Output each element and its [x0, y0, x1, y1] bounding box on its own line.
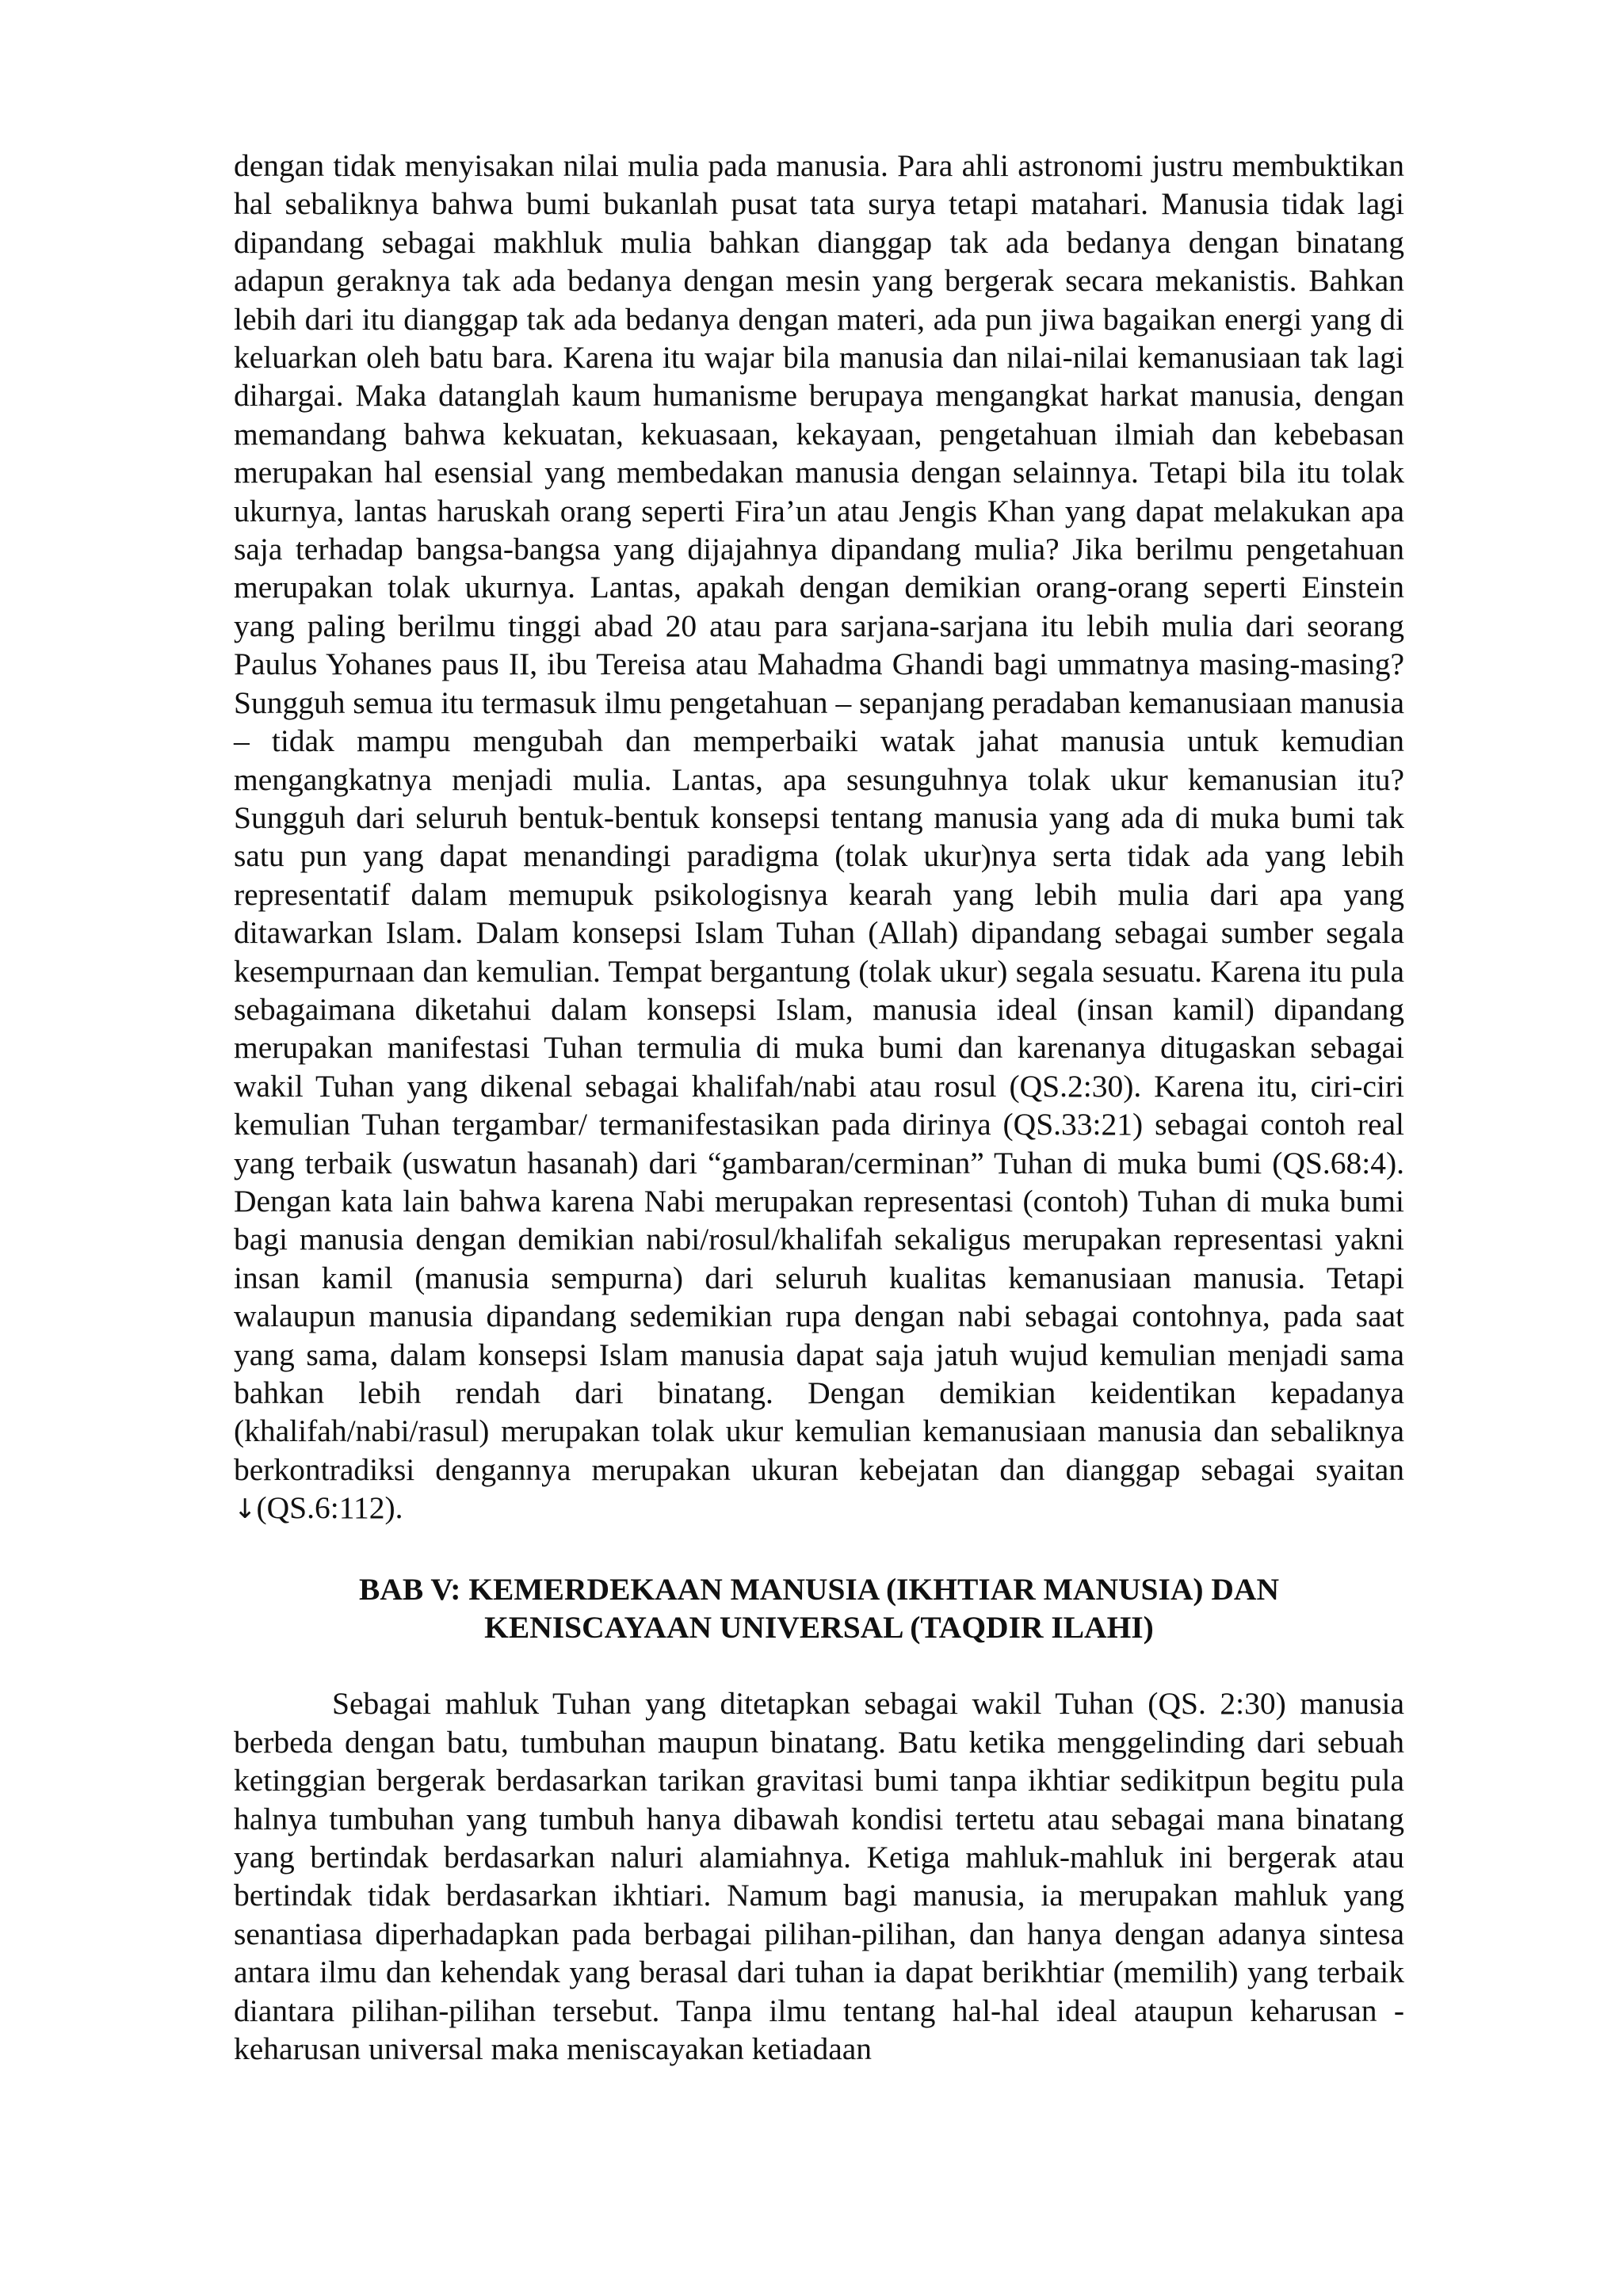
body-paragraph: Sebagai mahluk Tuhan yang ditetapkan sebagai wakil Tuhan (QS. 2:30) manusia berbeda dengan batu, tumbuhan maupun binatang. Batu ketika menggelinding dari sebuah ketinggian bergerak berdasarkan tarikan gravitasi bumi tanpa ikhtiar sedikitpun begitu pula halnya tumbuhan yang tumbuh hanya dibawah kondisi tertetu atau sebagai mana binatang yang bertindak berdasarkan naluri alamiahnya. Ketiga mahluk-mahluk ini bergerak atau bertindak tidak berdasarkan ikhtiari. Namum bagi manusia, ia merupakan mahluk yang senantiasa diperhadapkan pada berbagai pilihan-pilihan, dan hanya dengan adanya sintesa antara ilmu dan kehendak yang berasal dari tuhan ia dapat berikhtiar (memilih) yang terbaik diantara pilihan-pilihan tersebut. Tanpa ilmu tentang hal-hal ideal ataupun keharusan - keharusan universal maka meniscayakan ketiadaan [234, 1686, 1404, 2067]
chapter-heading-line-2: KENISCAYAAN UNIVERSAL (TAQDIR ILAHI) [484, 1610, 1154, 1646]
body-paragraph [234, 147, 1404, 1529]
document-body [234, 147, 1404, 2069]
chapter-heading [234, 1570, 1404, 1647]
paragraph-citation: (QS.6:112). [256, 1490, 403, 1526]
down-arrow-icon: ↓ [234, 1493, 257, 1526]
chapter-heading-line-1: BAB V: KEMERDEKAAN MANUSIA (IKHTIAR MANUSIA) DAN [359, 1571, 1279, 1607]
paragraph-text: dengan tidak menyisakan nilai mulia pada manusia. Para ahli astronomi justru membuktikan hal sebaliknya bahwa bumi bukanlah pusat tata surya tetapi matahari. Manusia tidak lagi dipandang sebagai makhluk mulia bahkan dianggap tak ada bedanya dengan binatang adapun geraknya tak ada bedanya dengan mesin yang bergerak secara mekanistis. Bahkan lebih dari itu dianggap tak ada bedanya dengan materi, ada pun jiwa bagaikan energi yang di keluarkan oleh batu bara. Karena itu wajar bila manusia dan nilai-nilai kemanusiaan tak lagi dihargai. Maka datanglah kaum humanisme berupaya mengangkat harkat manusia, dengan memandang bahwa kekuatan, kekuasaan, kekayaan, pengetahuan ilmiah dan kebebasan merupakan hal esensial yang membedakan manusia dengan selainnya. Tetapi bila itu tolak ukurnya, lantas haruskah orang seperti Fira’un atau Jengis Khan yang dapat melakukan apa saja terhadap bangsa-bangsa yang dijajahnya dipandang mulia? Jika berilmu pengetahuan merupakan tolak ukurnya. Lantas, apakah dengan demikian orang-orang seperti Einstein yang paling berilmu tinggi abad 20 atau para sarjana-sarjana itu lebih mulia dari seorang Paulus Yohanes paus II, ibu Tereisa atau Mahadma Ghandi bagi ummatnya masing-masing? Sungguh semua itu termasuk ilmu pengetahuan – sepanjang peradaban kemanusiaan manusia – tidak mampu mengubah dan memperbaiki watak jahat manusia untuk kemudian mengangkatnya menjadi mulia. Lantas, apa sesunguhnya tolak ukur kemanusian itu? Sungguh dari seluruh bentuk-bentuk konsepsi tentang manusia yang ada di muka bumi tak satu pun yang dapat menandingi paradigma (tolak ukur)nya serta tidak ada yang lebih representatif dalam memupuk psikologisnya kearah yang lebih mulia dari apa yang ditawarkan Islam. Dalam konsepsi Islam Tuhan (Allah) dipandang sebagai sumber segala kesempurnaan dan kemulian. Tempat bergantung (tolak ukur) segala sesuatu. Karena itu pula sebagaimana diketahui dalam konsepsi Islam, manusia ideal (insan kamil) dipandang merupakan manifestasi Tuhan termulia di muka bumi dan karenanya ditugaskan sebagai wakil Tuhan yang dikenal sebagai khalifah/nabi atau rosul (QS.2:30). Karena itu, ciri-ciri kemulian Tuhan tergambar/ termanifestasikan pada dirinya (QS.33:21) sebagai contoh real yang terbaik (uswatun hasanah) dari “gambaran/cerminan” Tuhan di muka bumi (QS.68:4). Dengan kata lain bahwa karena Nabi merupakan representasi (contoh) Tuhan di muka bumi bagi manusia dengan demikian nabi/rosul/khalifah sekaligus merupakan representasi yakni insan kamil (manusia sempurna) dari seluruh kualitas kemanusiaan manusia. Tetapi walaupun manusia dipandang sedemikian rupa dengan nabi sebagai contohnya, pada saat yang sama, dalam konsepsi Islam manusia dapat saja jatuh wujud kemulian menjadi sama bahkan lebih rendah dari binatang. Dengan demikian keidentikan kepadanya (khalifah/nabi/rasul) merupakan tolak ukur kemulian kemanusiaan manusia dan sebaliknya berkontradiksi dengannya merupakan ukuran kebejatan dan dianggap sebagai syaitan [234, 148, 1404, 1487]
